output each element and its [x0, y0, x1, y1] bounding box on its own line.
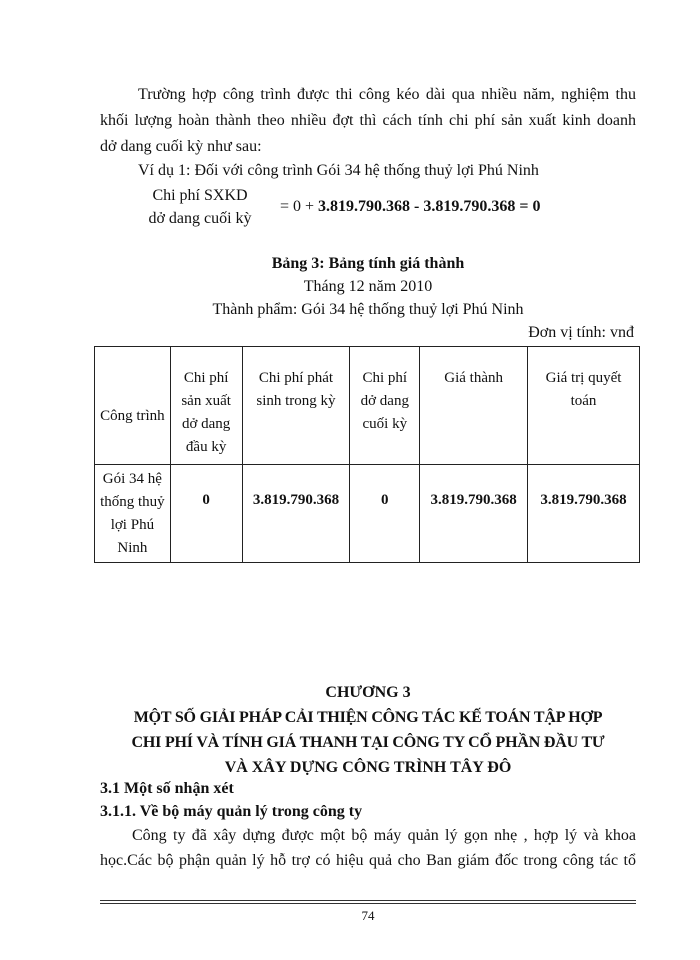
example-label: Ví dụ 1: Đối với công trình Gói 34 hệ thống thuỷ lợi Phú Ninh [138, 162, 539, 179]
cell-incurred: 3.819.790.368 [242, 465, 350, 563]
page-number: 74 [361, 908, 375, 923]
table-row [95, 465, 640, 563]
cell-closing-wip: 0 [350, 465, 420, 563]
intro-line-1: Trường hợp công trình được thi công kéo dài qua nhiều năm, nghiệm thu [138, 86, 636, 103]
header-settlement-value: Giá trị quyết toán [528, 347, 640, 465]
header-closing-wip: Chi phí dở dang cuối kỳ [350, 347, 420, 465]
table-header-row [95, 347, 640, 465]
header-project: Công trình [95, 347, 171, 465]
chapter-title-line-1: MỘT SỐ GIẢI PHÁP CẢI THIỆN CÔNG TÁC KẾ TOÁN TẬP HỢP [133, 709, 603, 726]
footer-rule-bottom [100, 903, 636, 904]
section-heading: 3.1 Một số nhận xét [100, 780, 234, 797]
footer-rule-top [100, 900, 636, 901]
table-unit: Đơn vị tính: vnđ [528, 324, 634, 341]
section-body-line-1: Công ty đã xây dựng được một bộ máy quản lý gọn nhẹ , hợp lý và khoa [132, 827, 636, 844]
chapter-number: CHƯƠNG 3 [325, 684, 411, 701]
section-subheading: 3.1.1. Về bộ máy quản lý trong công ty [100, 803, 363, 820]
cell-opening-wip: 0 [170, 465, 242, 563]
formula-prefix: = 0 + [280, 198, 319, 215]
chapter-title-line-2: CHI PHÍ VÀ TÍNH GIÁ THANH TẠI CÔNG TY CỔ PHẦN ĐẦU TƯ [131, 734, 605, 751]
cell-cost-price: 3.819.790.368 [420, 465, 528, 563]
chapter-title-line-3: VÀ XÂY DỰNG CÔNG TRÌNH TÂY ĐÔ [224, 759, 512, 776]
header-incurred: Chi phí phát sinh trong kỳ [242, 347, 350, 465]
section-body-line-2: học.Các bộ phận quản lý hỗ trợ có hiệu quả cho Ban giám đốc trong công tác tổ [100, 852, 636, 869]
formula-expression [280, 195, 541, 219]
header-cost-price: Giá thành [420, 347, 528, 465]
intro-line-3: dở dang cuối kỳ như sau: [100, 138, 262, 155]
header-opening-wip: Chi phí sản xuất dở dang đầu kỳ [170, 347, 242, 465]
formula-label-line-2: dở dang cuối kỳ [148, 210, 252, 227]
cost-table [94, 346, 640, 563]
cell-settlement-value: 3.819.790.368 [528, 465, 640, 563]
cell-project: Gói 34 hệ thống thuỷ lợi Phú Ninh [95, 465, 171, 563]
formula-label-line-1: Chi phí SXKD [152, 187, 248, 204]
table-product: Thành phẩm: Gói 34 hệ thống thuỷ lợi Phú Ninh [212, 301, 524, 318]
table-period: Tháng 12 năm 2010 [303, 278, 433, 295]
formula-bold-part: 3.819.790.368 - 3.819.790.368 = 0 [318, 198, 541, 215]
table-title: Bảng 3: Bảng tính giá thành [271, 255, 465, 272]
intro-line-2: khối lượng hoàn thành theo nhiều đợt thì cách tính chi phí sản xuất kinh doanh [100, 112, 636, 129]
